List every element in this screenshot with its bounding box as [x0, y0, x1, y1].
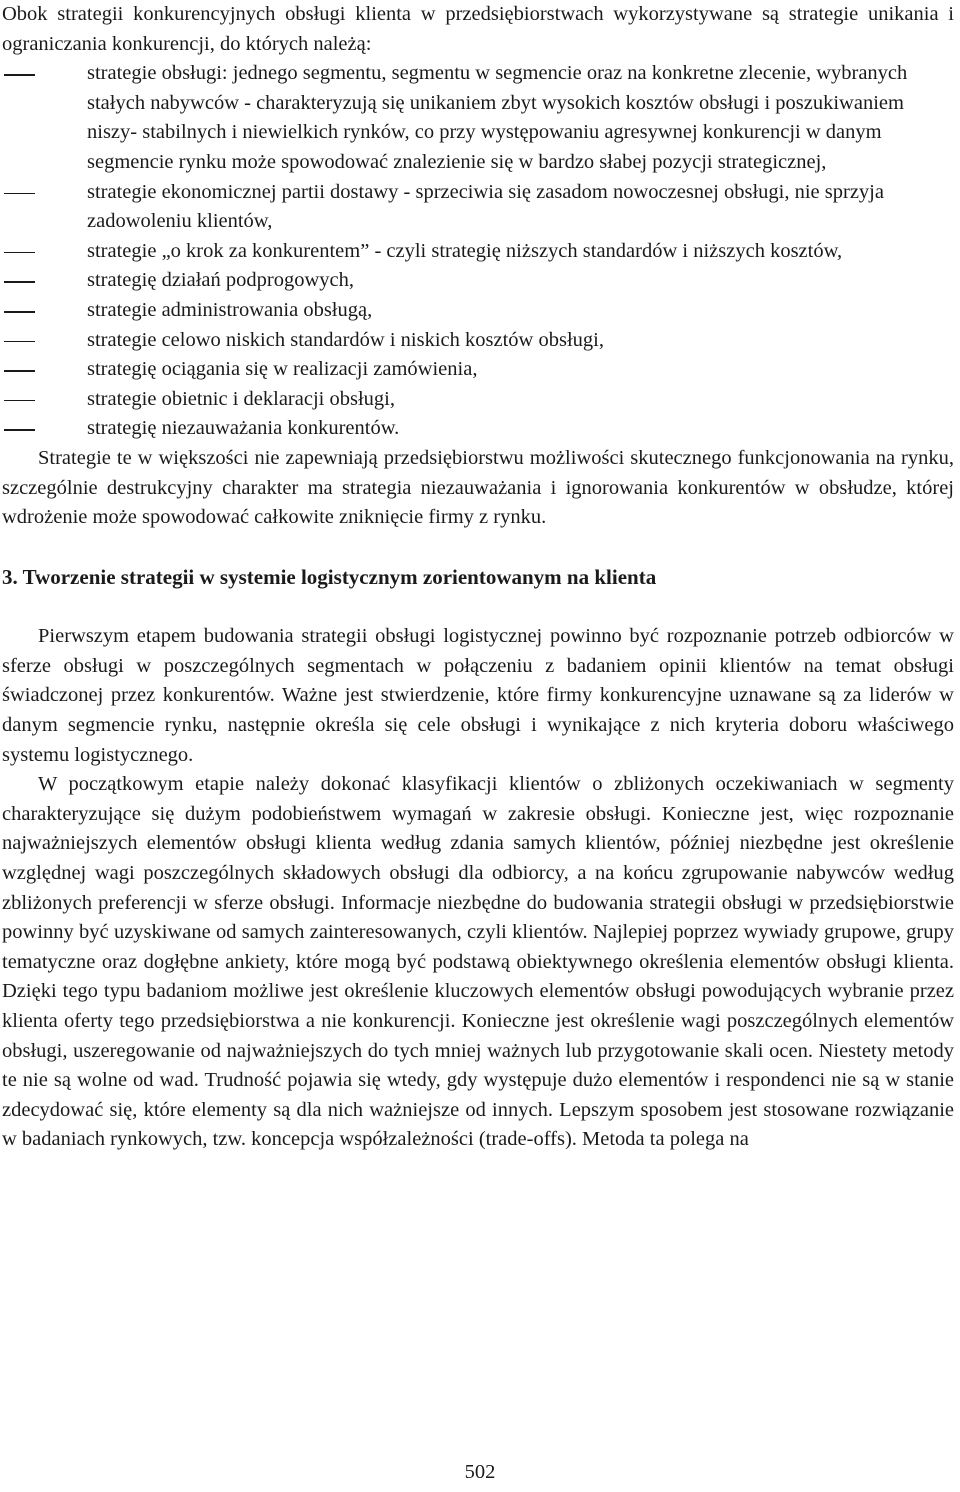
list-item [2, 385, 954, 415]
list-item [2, 296, 954, 326]
list-item [2, 59, 954, 177]
body-paragraph-1: Pierwszym etapem budowania strategii obsługi logistycznej powinno być rozpoznanie potrzeb odbiorców w sferze obsługi w poszczególnych segmentach w połączeniu z badaniem opinii klientów na temat obsługi świadczonej przez konkurentów. Ważne jest stwierdzenie, które firmy konkurencyjne uznawane są za liderów w danym segmencie rynku, następnie określa się cele obsługi i wynikające z nich kryteria doboru właściwego systemu logistycznego. [2, 625, 954, 766]
list-item [2, 355, 954, 385]
list-item-text: strategię niezauważania konkurentów. [87, 417, 400, 440]
list-item-text: strategie obietnic i deklaracji obsługi, [87, 387, 395, 410]
list-item-text: strategie administrowania obsługą, [87, 298, 373, 321]
strategy-list [2, 59, 954, 444]
list-item [2, 178, 954, 237]
section-heading: 3. Tworzenie strategii w systemie logistycznym zorientowanym na klienta [2, 564, 657, 589]
list-item-text: strategię działań podprogowych, [87, 269, 354, 292]
document-page [2, 0, 954, 1155]
conclusion-paragraph: Strategie te w większości nie zapewniają przedsiębiorstwu możliwości skutecznego funkcjonowania na rynku, szczególnie destrukcyjny charakter ma strategia niezauważania i ignorowania konkurentów w obsłudze, której wdrożenie może spowodować całkowite zniknięcie firmy z rynku. [2, 446, 954, 529]
list-item-text: strategie „o krok za konkurentem” - czyli strategię niższych standardów i niższych kosztów, [87, 239, 843, 262]
spacer [2, 592, 954, 622]
list-item [2, 414, 954, 444]
list-item-text: strategie obsługi: jednego segmentu, segmentu w segmencie oraz na konkretne zlecenie, wybranych stałych nabywców - charakteryzują się unikaniem zbyt wysokich kosztów obsługi i poszukiwaniem niszy- stabilnych i niewielkich rynków, co przy występowaniu agresywnej konkurencji w danym segmencie rynku może spowodować znalezienie się w bardzo słabej pozycji strategicznej, [87, 62, 908, 173]
list-item [2, 326, 954, 356]
body-paragraph-2: W początkowym etapie należy dokonać klasyfikacji klientów o zbliżonych oczekiwaniach w segmenty charakteryzujące się dużym podobieństwem wymagań w zakresie obsługi. Konieczne jest, więc rozpoznanie najważniejszych elementów obsługi klienta według zdania samych klientów, później niezbędne jest określenie względnej wagi poszczególnych składowych obsługi dla odbiorcy, a na końcu zgrupowanie nabywców według zbliżonych preferencji w sferze obsługi. Informacje niezbędne do budowania strategii obsługi w przedsiębiorstwie powinny być uzyskiwane od samych zainteresowanych, czyli klientów. Najlepiej poprzez wywiady grupowe, grupy tematyczne oraz dogłębne ankiety, które mogą być podstawą obiektywnego określenia elementów obsługi klienta. Dzięki tego typu badaniom możliwe jest określenie kluczowych elementów obsługi powodujących wybranie przez klienta oferty tego przedsiębiorstwa a nie konkurencji. Konieczne jest określenie wagi poszczególnych elementów obsługi, uszeregowanie od najważniejszych do tych mniej ważnych lub przygotowanie skali ocen. Niestety metody te nie są wolne od wad. Trudność pojawia się wtedy, gdy występuje dużo elementów i respondenci nie są w stanie zdecydować się, które elementy są dla nich ważniejsze od innych. Lepszym sposobem jest stosowane rozwiązanie w badaniach rynkowych, tzw. koncepcja współzależności (trade-offs). Metoda ta polega na [2, 773, 954, 1151]
list-item [2, 237, 954, 267]
intro-paragraph: Obok strategii konkurencyjnych obsługi klienta w przedsiębiorstwach wykorzystywane są strategie unikania i ograniczania konkurencji, do których należą: [2, 3, 954, 55]
page-number: 502 [464, 1461, 496, 1483]
list-item-text: strategie ekonomicznej partii dostawy - sprzeciwia się zasadom nowoczesnej obsługi, nie sprzyja zadowoleniu klientów, [87, 180, 884, 233]
list-item [2, 266, 954, 296]
list-item-text: strategię ociągania się w realizacji zamówienia, [87, 358, 478, 381]
list-item-text: strategie celowo niskich standardów i niskich kosztów obsługi, [87, 328, 604, 351]
